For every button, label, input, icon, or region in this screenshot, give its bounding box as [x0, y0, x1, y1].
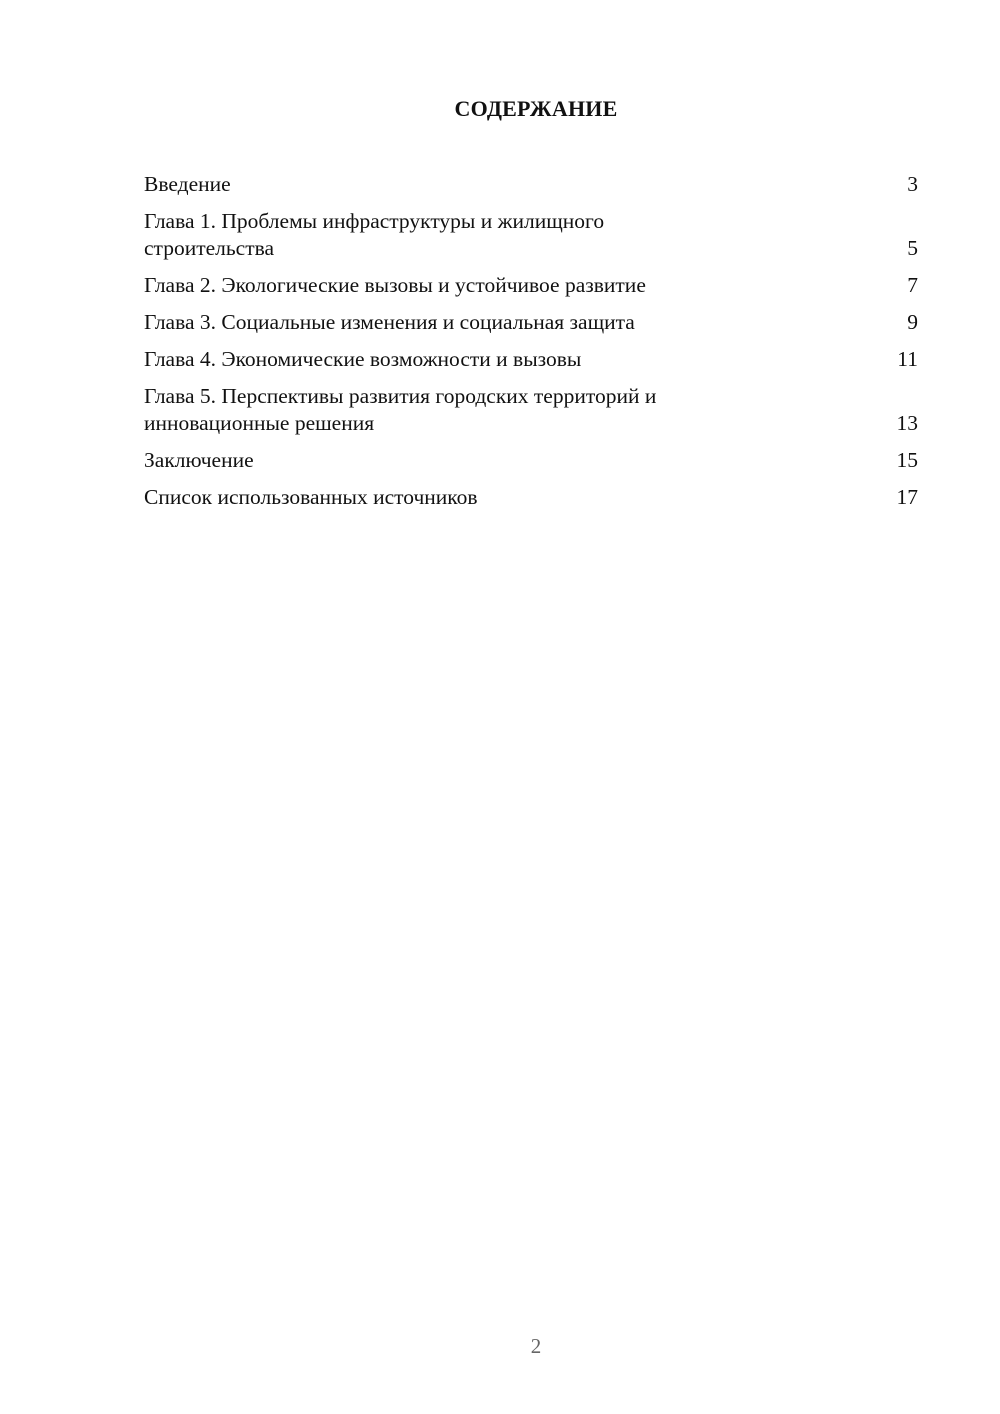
toc-entry-title: Список использованных источников: [144, 485, 478, 509]
toc-entry-title: Глава 2. Экологические вызовы и устойчивое развитие: [144, 273, 646, 297]
toc-entry-title: Заключение: [144, 448, 254, 472]
toc-entry-page-number: 13: [896, 411, 918, 435]
toc-entry-chapter-2: [144, 272, 918, 299]
toc-entry-page-number: 5: [907, 236, 918, 260]
page-title: СОДЕРЖАНИЕ: [454, 96, 618, 121]
toc-entry-chapter-3: [144, 309, 918, 336]
toc-entry-chapter-1: [144, 208, 918, 262]
toc-entry-references: [144, 484, 918, 511]
page-number: 2: [530, 1334, 542, 1358]
toc-entry-page-number: 15: [896, 448, 918, 472]
toc-entry-chapter-4: [144, 346, 918, 373]
toc-entry-conclusion: [144, 447, 918, 474]
toc-entry-page-number: 11: [897, 347, 918, 371]
toc-entry-page-number: 7: [907, 273, 918, 297]
toc-entry-title: Глава 1. Проблемы инфраструктуры и жилищного строительства: [144, 209, 605, 260]
toc-entry-title: Глава 4. Экономические возможности и вызовы: [144, 347, 582, 371]
toc-entry-page-number: 17: [896, 485, 918, 509]
toc-entry-title: Глава 3. Социальные изменения и социальная защита: [144, 310, 635, 334]
toc-entry-page-number: 3: [907, 172, 918, 196]
toc-entry-page-number: 9: [907, 310, 918, 334]
table-of-contents: [144, 171, 918, 521]
toc-entry-chapter-5: [144, 383, 918, 437]
toc-entry-introduction: [144, 171, 918, 198]
toc-entry-title: Глава 5. Перспективы развития городских территорий и инновационные решения: [144, 384, 657, 435]
toc-entry-title: Введение: [144, 172, 231, 196]
